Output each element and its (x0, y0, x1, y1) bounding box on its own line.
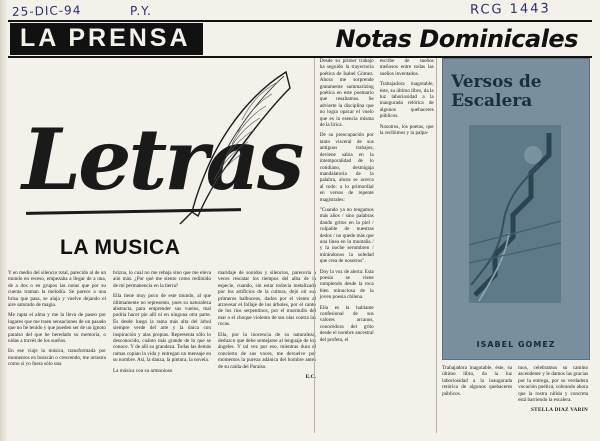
paragraph: "Cuando ya no tengamos más años / sino palabras dando gritos en la piel / culpable de nuestras dedos / no quede más que una línea en la montaña / y la noche serumbren / mirándonos la soledad que crea de nosotros". (319, 206, 374, 265)
paragraph: Ella tiene muy poco de este mundo, al que últimamente no represento, pues su naturaleza abstracta, para emprender sus vuelos, mal podría hacer pie allí ni en ninguna otra parte. Es desde luego la rama más alta del árbol siempre verde del arte y la única con inspiración y alas propias. Representa sólo lo desconocido, cuánto más grande de lo que se conoce. Y de allí su grandeza. Todas las demás ramas copian la vida y entregan un mensaje en su nombre. Así, la danza, la pintura, la novela. (113, 293, 211, 364)
feather-quill-icon (158, 66, 308, 226)
paragraph: Trabajadora inagotable, éste, su último libro, da la luz laboriosidad a la inaugurada retórica de algunos quehaceres públicos. (379, 81, 434, 120)
review-footer (442, 365, 592, 418)
paragraph: La música con su armonioso (113, 367, 173, 374)
article-column-3 (218, 270, 316, 385)
review-footer-column-2 (518, 365, 588, 418)
paragraph: Desde su primer trabajo ha seguido la trayectoria poética de Isabel Gómez. Ahora me sorprende gratamente summarizing poética en este poemario que resaltamos. Se advierte la disciplina que no logra opacar el vuelo que es la esencia misma de la lírica. (319, 58, 374, 129)
review-footer-column-1 (442, 365, 512, 418)
article-column-2 (113, 270, 211, 385)
paragraph: escribe de sueños meñosos entre todas las sueños inventados. (379, 58, 434, 77)
paragraph: Trabajadora inagotable, éste, su último libro, da la luz laboriosidad a la inaugurada retórica de algunos quehaceres públicos. (442, 365, 513, 397)
review-columns (320, 58, 436, 347)
book-cover (442, 58, 590, 360)
paragraph: mos, celebramos su camino ascendente y le damos las gracias por la entrega, por su verdadera vocación poética, cobrando ahora que la rostra nítida y concreta está barriendo la escalera. (518, 365, 589, 404)
handwritten-initials: P.Y. (130, 4, 152, 18)
book-author: ISABEL GOMEZ (476, 340, 556, 349)
letras-wordmark: Letras (22, 110, 302, 209)
article-column-1 (8, 270, 106, 385)
book-cover-zone (436, 58, 592, 433)
newspaper-title: LA PRENSA (10, 23, 203, 55)
article-title: LA MUSICA (60, 236, 181, 259)
review-column-2 (380, 58, 434, 347)
paragraph: brizna, lo cual no me rebaja sino que me eleva aún más. ¿Por qué me siento como redimido de mi permanencia en la tierra? (113, 270, 211, 289)
handwritten-date: 25-DIC-94 (11, 3, 82, 19)
review-text-zone (314, 58, 436, 433)
paragraph: Me rapta el alma y me la lleva de paseo por lugares que me traen sensaciones de un pasado que no he tenido y que pueden ser de un ignoto paraíso del que he heredado su memoria, o nidas a través de los sueños. (8, 312, 106, 345)
page-edge-shading (0, 0, 8, 441)
paragraph: Nosotros, los poetas, que la recibimos y la palpa- (379, 123, 434, 137)
article-byline: E.C. (305, 374, 316, 381)
paragraph: Ella es la hablante confesional de sus valores arcanos, conocedora del grito desde el nombre ancestral del profeta, el (319, 304, 374, 343)
handwritten-archive-code: RCG 1443 (469, 1, 551, 18)
paragraph: De su preocupación por tanto visceral de sus antiguos trabajos, deviene sabia en la intemporalidad de lo cotidiano, desmigaja mandalatoria de la palabra, ahora se acerca al todo: a lo primordial en versos de repente magistrales: (319, 132, 374, 203)
masthead (8, 20, 592, 58)
abstract-stairs-art (469, 125, 561, 303)
paragraph: Y en medio del silencio total, parecido al de un mundo en receso, empezaba a llegar de a una, de a dos o en grupos las notas que por su cuenta traman la melodía. Se parece a una brisa que pasa, se alaja y vuelve dejando el aire saturado de magia. (8, 270, 106, 309)
paragraph: maridaje de sonidos y silencios, parecería a veces rescatar los tiempos del alba de la especie, cuando, sin estar todavía metalizada por los artificios de la cultura, dejó oír sus primeros balbuceos, dados por el viento al atravesar el follaje de los árboles, por el canto de los ríos serpentinos, por el murmullo del mar o el choque violento de sus olas contra las rocas. (218, 270, 316, 328)
letras-logo-area (8, 58, 314, 258)
left-zone (8, 58, 314, 433)
paragraph: En ese viaje la música, transformada por momentos en buracán o crescendo, me arrastra como si yo fuera sólo una (8, 348, 106, 368)
section-title: Notas Dominicales (335, 25, 578, 53)
review-column-1 (320, 58, 374, 347)
article-body (8, 270, 318, 385)
review-signature: STELLA DIAZ VARIN (531, 407, 589, 414)
cover-artwork (469, 125, 561, 303)
paragraph: Ella, por la inocencia de su naturaleza, deduzco que debe semejarse al lenguaje de los ángeles. Y tal vez por eso, mientras dura el concierto de sus voces, me devuelve por momentos la pureza adánica del hombre antes de su caída del Paraíso. (218, 331, 316, 370)
page-content (8, 58, 592, 433)
book-title: Versos de Escalera (451, 72, 542, 111)
paragraph: Doy la voz de alerta: Esta poesía se viene rompiendo desde la roca bien minuciosa de la joven poesía chilena. (319, 268, 374, 301)
